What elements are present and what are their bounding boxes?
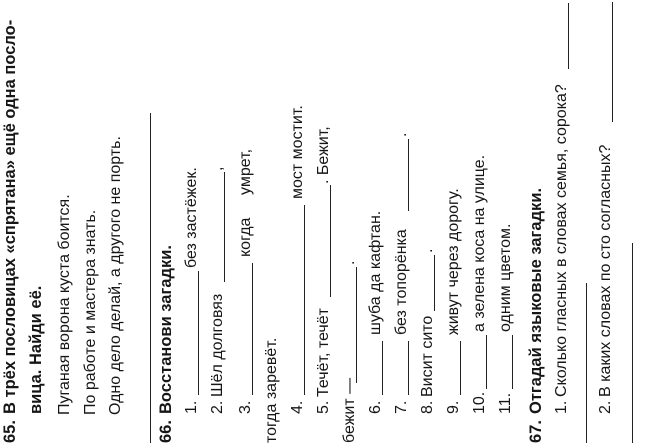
riddle-7: 7. без топорёнка . <box>393 132 410 414</box>
riddle-number: 6. <box>367 400 384 414</box>
answer-line[interactable] <box>612 2 613 122</box>
riddle-text: без топорёнка <box>393 229 410 335</box>
blank-field[interactable] <box>330 185 331 297</box>
riddle-number: 7. <box>393 400 410 414</box>
ex67-title <box>526 0 554 447</box>
riddle-text: а зелена коса на улице. <box>471 154 488 332</box>
question-text: Сколько гласных в словах семья, сорока? <box>553 84 570 397</box>
riddle-2: 2. Шёл долговяз , <box>209 166 226 414</box>
riddle-number: 8. <box>419 400 436 414</box>
riddle-3 <box>236 0 264 447</box>
question-number: 1. <box>553 400 570 414</box>
riddle-number: 9. <box>445 400 462 414</box>
blank-field[interactable] <box>198 271 199 395</box>
riddle-number: 10. <box>471 391 488 414</box>
riddle-number: 2. <box>209 400 226 414</box>
blank-field[interactable] <box>382 341 383 395</box>
answer-line[interactable] <box>632 243 633 443</box>
ex65-number: 65. <box>1 420 19 443</box>
ex65-proverb <box>81 0 109 447</box>
riddle-text: бежит — <box>341 377 358 443</box>
ex67-title-text: Отгадай языковые загадки. <box>527 187 545 414</box>
ex66-number: 66. <box>157 420 175 443</box>
riddle-1 <box>182 0 210 447</box>
ex66-title-text: Восстанови загадки. <box>157 245 175 414</box>
blank-field[interactable] <box>460 341 461 395</box>
proverb-text: По работе и мастера знать. <box>82 209 99 415</box>
riddle-5-cont: бежит — . <box>341 260 358 443</box>
riddle-text: одним цветом. <box>497 223 514 332</box>
blank-field[interactable] <box>356 267 357 383</box>
riddle-number: 3. <box>237 400 254 414</box>
riddle-text: тогда заревёт. <box>263 337 280 443</box>
blank-field[interactable] <box>224 172 225 282</box>
riddle-number: 5. <box>315 400 332 414</box>
question-1 <box>552 0 580 447</box>
riddle-text: Висит сито <box>419 315 436 397</box>
proverb-text: Пуганая ворона куста боится. <box>56 194 73 415</box>
riddle-9 <box>444 0 472 447</box>
blank-field[interactable] <box>252 263 253 395</box>
ex66-title <box>156 0 184 447</box>
riddle-text: живут через дорогу. <box>445 188 462 335</box>
blank-field[interactable] <box>486 335 487 389</box>
riddle-number: 11. <box>497 392 514 414</box>
answer-line[interactable] <box>586 283 587 443</box>
blank-field[interactable] <box>408 139 409 211</box>
proverb-text: Одно дело делай, а другого не порть. <box>107 136 124 415</box>
riddle-11 <box>496 0 524 447</box>
ex65-title-line2 <box>26 0 54 447</box>
riddle-text: мост мостит. <box>289 105 306 199</box>
riddle-text: . Бежит, <box>315 126 332 184</box>
question-number: 2. <box>597 400 614 414</box>
ex65-title-line1 <box>0 0 28 447</box>
riddle-text: Течёт, течёт <box>315 308 332 397</box>
blank-field[interactable] <box>434 255 435 311</box>
ex65-proverb <box>106 0 134 447</box>
riddle-10 <box>470 0 498 447</box>
ex65-title: В трёх пословицах «спрятана» ещё одна посло- <box>1 19 19 414</box>
riddle-text: без застёжек. <box>183 167 200 268</box>
riddle-text: Шёл долговяз <box>209 293 226 397</box>
riddle-number: 4. <box>289 400 306 414</box>
blank-field[interactable] <box>304 205 305 395</box>
riddle-number: 1. <box>183 400 200 414</box>
question-text: В каких словах по сто согласных? <box>597 144 614 397</box>
answer-line[interactable] <box>568 3 569 69</box>
riddle-4 <box>288 0 316 447</box>
riddle-text: когда <box>237 217 254 257</box>
question-2 <box>596 0 624 447</box>
riddle-text: умрет, <box>237 148 254 195</box>
ex65-proverb <box>55 0 83 447</box>
blank-field[interactable] <box>408 341 409 395</box>
riddle-6 <box>366 0 394 447</box>
riddle-5 <box>314 0 342 447</box>
riddle-text: шуба да кафтан. <box>367 210 384 335</box>
blank-field[interactable] <box>512 335 513 389</box>
answer-line[interactable] <box>150 113 151 443</box>
ex67-number: 67. <box>527 420 545 443</box>
riddle-8: 8. Висит сито . <box>419 248 436 414</box>
ex65-title-cont: вица. Найди её. <box>27 285 45 414</box>
riddle-3-cont <box>262 0 290 447</box>
